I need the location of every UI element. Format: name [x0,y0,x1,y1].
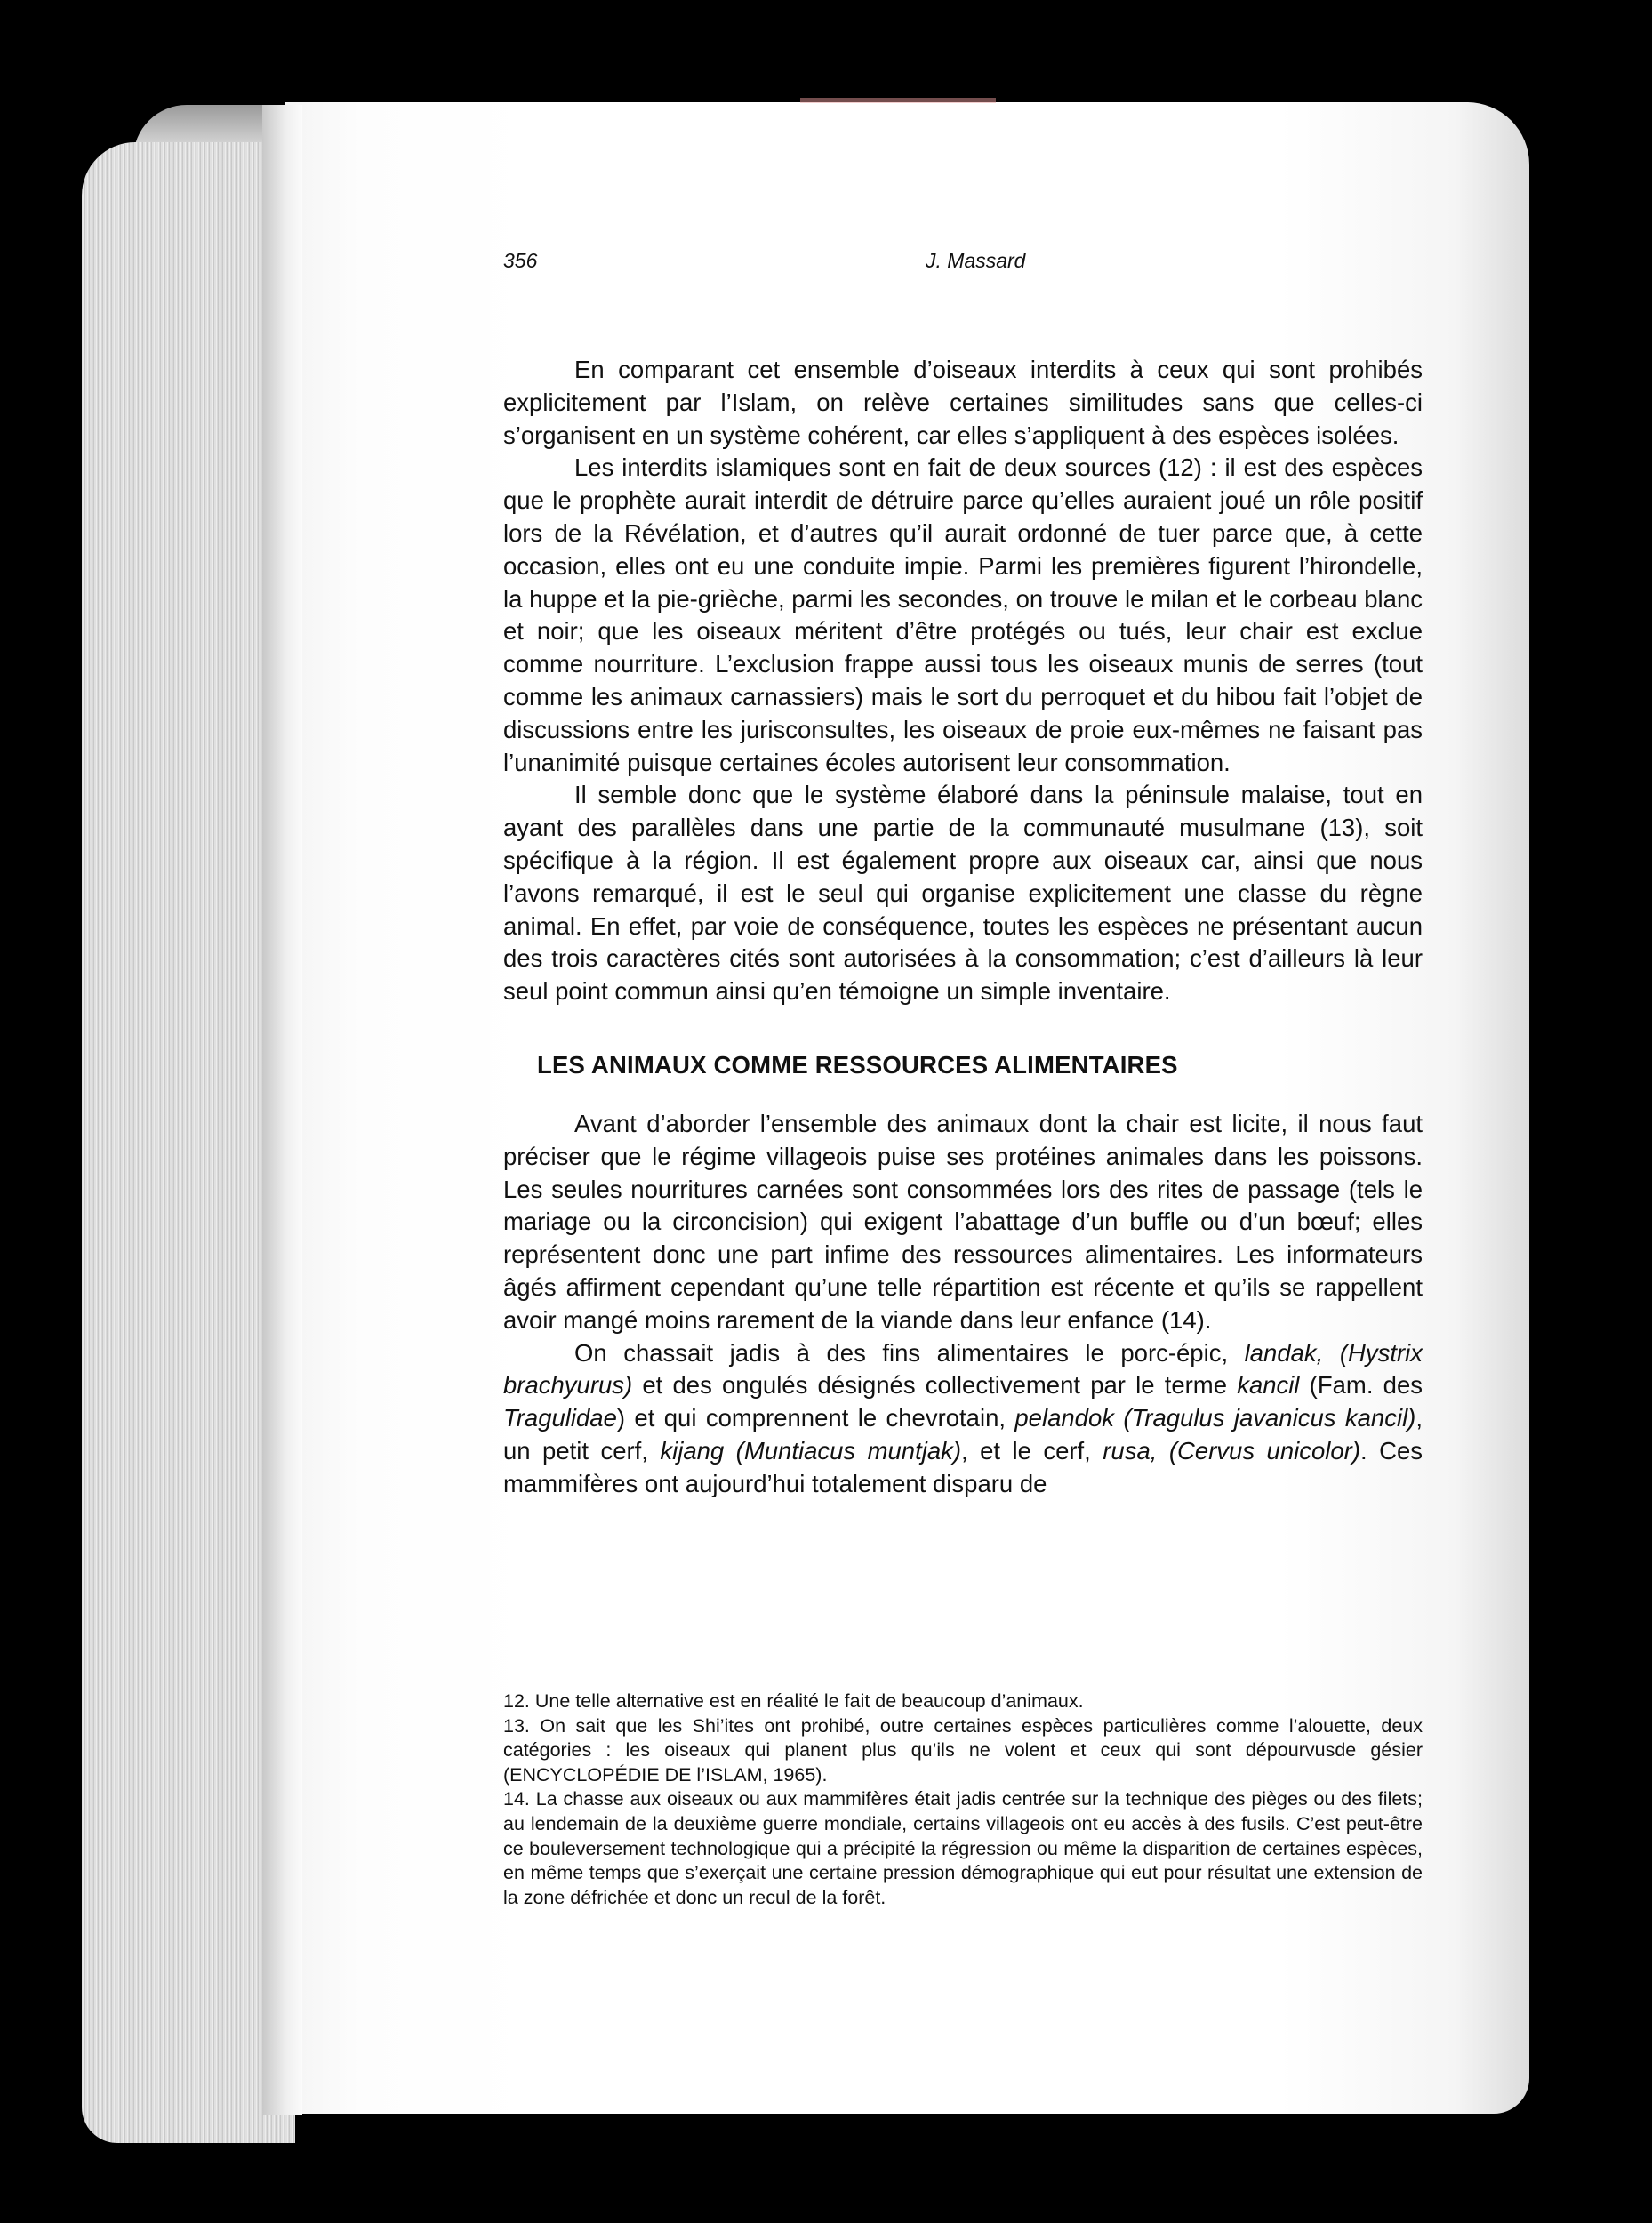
page-number: 356 [503,249,538,272]
text-run: , et le cerf, [961,1436,1103,1465]
paragraph-2: Les interdits islamiques sont en fait de deux sources (12) : il est des espèces que le prophète aurait interdit de détruire parce qu’elles auraient joué un rôle positif lors de la Révélation, et d’autres qu’il aurait ordonné de tuer parce que, à cette occasion, elles ont eu une conduite impie. Parmi les premières figurent l’hirondelle, la huppe et la pie-grièche, parmi les secondes, on trouve le milan et le corbeau blanc et noir; que les oiseaux méritent d’être protégés ou tués, leur chair est exclue comme nourriture. L’exclusion frappe aussi tous les oiseaux munis de serres (tout comme les animaux carnassiers) mais le sort du perroquet et du hibou fait l’objet de discussions entre les jurisconsultes, les oiseaux de proie eux-mêmes ne faisant pas l’unanimité puisque certaines écoles autorisent leur consommation. [503,453,1423,776]
footnote-12: 12. Une telle alternative est en réalité le fait de beaucoup d’animaux. [503,1690,1084,1712]
italic-run: kancil [1237,1371,1300,1400]
text-run: . Ces mammifères ont aujourd’hui totalement disparu de [503,1436,1423,1497]
italic-run: rusa, (Cervus unicolor) [1103,1436,1361,1465]
gutter-shadow [262,105,302,2115]
footnote-14: 14. La chasse aux oiseaux ou aux mammifères était jadis centrée sur la technique des pièges ou des filets; au lendemain de la deuxième guerre mondiale, certains villageois ont eu accès à des fusils. C’est peut-être ce bouleversement technologique qui a précipité la régression ou même la disparition de certaines espèces, en même temps que s’exerçait une certaine pression démographique qui eut pour résultat une extension de la zone défrichée et donc un recul de la forêt. [503,1788,1423,1908]
section-paragraph-2 [503,1337,1423,1501]
italic-run: Tragulidae [503,1404,617,1433]
section-heading: LES ANIMAUX COMME RESSOURCES ALIMENTAIRES [537,1050,1178,1079]
text-run: On chassait jadis à des fins alimentaires le porc-épic, [574,1338,1245,1367]
text-run: (Fam. des [1299,1371,1423,1400]
text-run: , un petit cerf, [503,1404,1423,1465]
red-mark [800,98,996,103]
italic-run: landak, (Hystrix brachyurus) [503,1338,1423,1400]
footnote-13: 13. On sait que les Shi’ites ont prohibé, outre certaines espèces particulières comme l’alouette, deux catégories : les oiseaux qui planent plus qu’ils ne volent et ceux qui sont dépourvusde gésier (ENCYCLOPÉDIE DE l’ISLAM, 1965). [503,1714,1423,1786]
running-head-author: J. Massard [926,249,1026,272]
paragraph-3: Il semble donc que le système élaboré dans la péninsule malaise, tout en ayant des parallèles dans une partie de la communauté musulmane (13), soit spécifique à la région. Il est également propre aux oiseaux car, ainsi que nous l’avons remarqué, il est le seul qui organise explicitement une classe du règne animal. En effet, par voie de conséquence, toutes les espèces ne présentant aucun des trois caractères cités sont autorisées à la consommation; c’est d’ailleurs là leur seul point commun ainsi qu’en témoigne un simple inventaire. [503,781,1423,1006]
running-head [503,249,1423,281]
footnotes [503,1689,1423,1910]
italic-run: pelandok (Tragulus javanicus kancil) [1014,1404,1416,1433]
text-run: et des ongulés désignés collectivement par le terme [632,1371,1238,1400]
section-paragraph-1: Avant d’aborder l’ensemble des animaux dont la chair est licite, il nous faut préciser que le régime villageois puise ses protéines animales dans les poissons. Les seules nourritures carnées sont consommées lors des rites de passage (tels le mariage ou la circoncision) qui exigent l’abattage d’un buffle ou d’un bœuf; elles représentent donc une part infime des ressources alimentaires. Les informateurs âgés affirment cependant qu’une telle répartition est récente et qu’ils se rappellent avoir mangé moins rarement de la viande dans leur enfance (14). [503,1109,1423,1334]
paragraph-1: En comparant cet ensemble d’oiseaux interdits à ceux qui sont prohibés explicitement par l’Islam, on relève certaines similitudes sans que celles-ci s’organisent en un système cohérent, car elles s’appliquent à des espèces isolées. [503,356,1423,449]
body-text [503,354,1423,1501]
text-run: ) et qui comprennent le chevrotain, [616,1404,1015,1433]
italic-run: kijang (Muntiacus muntjak) [660,1436,962,1465]
